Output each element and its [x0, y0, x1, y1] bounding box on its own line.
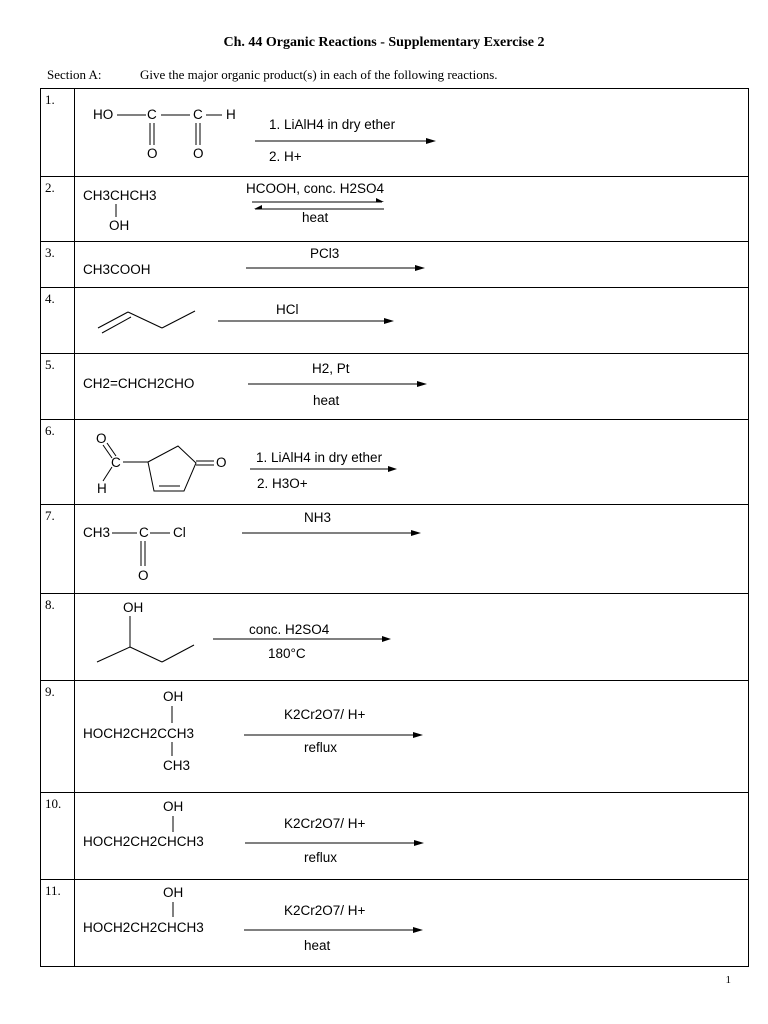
reaction-condition: K2Cr2O7/ H+	[284, 903, 366, 918]
arrow-head	[415, 265, 425, 271]
row-number: 2.	[45, 180, 55, 195]
atom-label: O	[216, 455, 227, 470]
arrow-head	[413, 927, 423, 933]
section-instruction: Give the major organic product(s) in each of the following reactions.	[140, 67, 498, 82]
arrow-head	[411, 530, 421, 536]
atom-label: O	[147, 146, 158, 161]
atom-label: CH3	[83, 525, 111, 540]
reaction-condition: heat	[304, 938, 331, 953]
row-number: 5.	[45, 357, 55, 372]
bond-line	[162, 645, 194, 662]
section-label: Section A:	[47, 67, 102, 82]
atom-label: C	[193, 107, 203, 122]
row-number: 1.	[45, 92, 55, 107]
atom-label: OH	[163, 689, 184, 704]
atom-label: H	[97, 481, 107, 496]
reaction-condition: K2Cr2O7/ H+	[284, 816, 366, 831]
reaction-condition: K2Cr2O7/ H+	[284, 707, 366, 722]
arrow-head	[413, 732, 423, 738]
bond-line	[128, 312, 162, 328]
bond-line	[162, 311, 195, 328]
atom-label: OH	[123, 600, 144, 615]
arrow-head	[382, 636, 391, 642]
reaction-condition: reflux	[304, 740, 338, 755]
atom-label: C	[147, 107, 157, 122]
page-number: 1	[725, 974, 731, 986]
bond-line	[130, 647, 162, 662]
atom-label: O	[96, 431, 107, 446]
reaction-condition: 180°C	[268, 646, 306, 661]
reactant-formula: CH2=CHCH2CHO	[83, 376, 195, 391]
reactant-formula: HOCH2CH2CCH3	[83, 726, 195, 741]
arrow-head	[426, 138, 436, 144]
reaction-condition: reflux	[304, 850, 338, 865]
reactant-formula: CH3COOH	[83, 262, 151, 277]
atom-label: O	[138, 568, 149, 583]
arrow-head	[384, 318, 394, 324]
row-number: 4.	[45, 291, 55, 306]
row-number: 7.	[45, 508, 55, 523]
row-number: 9.	[45, 684, 55, 699]
reaction-condition: PCl3	[310, 246, 340, 261]
cyclopentene-ring	[148, 446, 196, 491]
document-title: Ch. 44 Organic Reactions - Supplementary Exercise 2	[223, 35, 545, 50]
reactant-formula: CH3CHCH3	[83, 188, 157, 203]
arrow-head	[388, 466, 397, 472]
row-number: 11.	[45, 883, 61, 898]
reactant-formula: HOCH2CH2CHCH3	[83, 834, 204, 849]
row-number: 6.	[45, 423, 55, 438]
row-number: 8.	[45, 597, 55, 612]
atom-label: HO	[93, 107, 114, 122]
alkene-bond	[98, 312, 128, 328]
atom-label: OH	[109, 218, 130, 233]
equilibrium-arrow-head-left	[254, 205, 262, 209]
atom-label: O	[193, 146, 204, 161]
equilibrium-arrow-head-right	[376, 198, 384, 202]
reaction-condition: NH3	[304, 510, 332, 525]
atom-label: OH	[163, 799, 184, 814]
reaction-condition: heat	[302, 210, 329, 225]
atom-label: C	[111, 455, 121, 470]
reaction-condition: H2, Pt	[312, 361, 350, 376]
bond-line	[97, 647, 130, 662]
atom-label: C	[139, 525, 149, 540]
row-number: 3.	[45, 245, 55, 260]
atom-label: Cl	[173, 525, 186, 540]
reaction-condition: conc. H2SO4	[249, 622, 330, 637]
reaction-condition: 1. LiAlH4 in dry ether	[256, 450, 383, 465]
atom-label: H	[226, 107, 236, 122]
arrow-head	[417, 381, 427, 387]
row-number: 10.	[45, 796, 62, 811]
reaction-condition: heat	[313, 393, 340, 408]
alkene-bond	[102, 317, 131, 333]
reactant-formula: HOCH2CH2CHCH3	[83, 920, 204, 935]
reaction-condition: HCl	[276, 302, 299, 317]
reaction-condition: HCOOH, conc. H2SO4	[246, 181, 385, 196]
reaction-condition: 1. LiAlH4 in dry ether	[269, 117, 396, 132]
reaction-condition: 2. H+	[269, 149, 302, 164]
reaction-condition: 2. H3O+	[257, 476, 308, 491]
atom-label: OH	[163, 885, 184, 900]
arrow-head	[414, 840, 424, 846]
atom-label: CH3	[163, 758, 191, 773]
